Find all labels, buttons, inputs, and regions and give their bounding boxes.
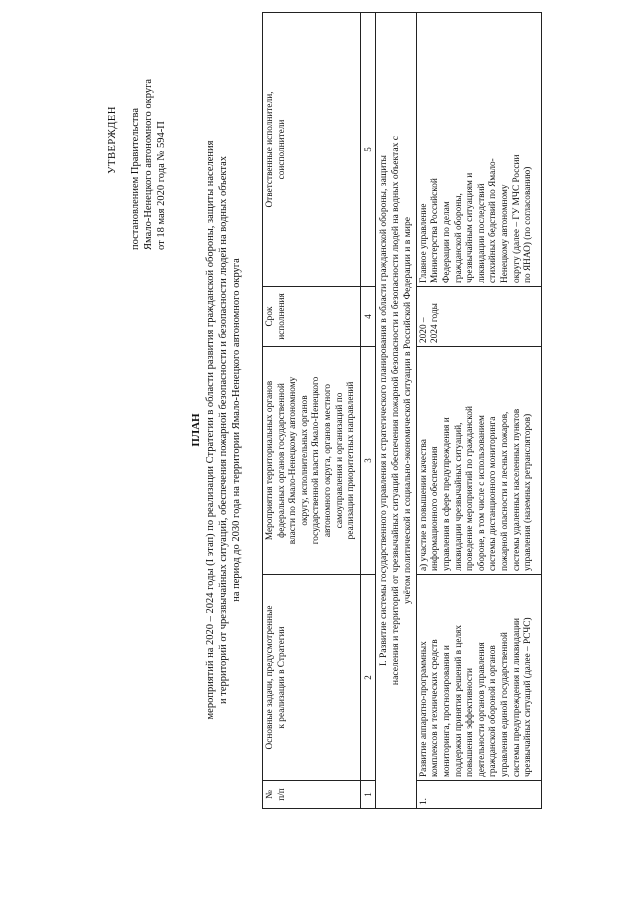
row-measure: а) участие в повышении качества информационного обеспечения управления в сфере предупреждения и ликвидации чрезвычайных ситуаций, проведение мероприятий по гражданской обороне, в том числе с использованием системы дистанционного мониторинга пожарной опасности и лесных пожаров, системы удаленных населенных пунктов управления (наземных ретрансляторов) xyxy=(418,406,534,571)
table-row xyxy=(416,13,541,809)
plan-table xyxy=(262,12,542,809)
column-number: 3 xyxy=(360,347,375,575)
row-number: 1. xyxy=(416,781,541,809)
column-number: 5 xyxy=(360,13,375,287)
column-number: 1 xyxy=(360,781,375,809)
row-task: Развитие аппаратно-программных комплексов и технических средств мониторинга, прогнозирования и поддержки принятия решений в целях повышения эффективности деятельности органов управления гражданской обороной и органов управления единой государственной системы предупреждения и ликвидации чрезвычайных ситуаций (далее – РСЧС) xyxy=(418,617,534,777)
row-deadline: 2020 – 2024 годы xyxy=(416,287,541,347)
column-number: 4 xyxy=(360,287,375,347)
plan-heading: ПЛАН xyxy=(190,413,202,447)
approval-stamp xyxy=(106,30,168,250)
row-executors-cell xyxy=(416,13,541,287)
plan-title xyxy=(190,45,243,815)
plan-title-line-3: на период до 2030 года на территории Ямало-Ненецкого автономного округа xyxy=(231,258,242,602)
approval-line-3: от 18 мая 2020 года № 594-П xyxy=(156,121,167,250)
approval-line-1: постановлением Правительства xyxy=(130,107,141,250)
section-title: I. Развитие системы государственного управления и стратегического планирования в области гражданской обороны, защиты населения и территорий от чрезвычайных ситуаций обеспечения пожарной безопасности и безопасности людей на водных объектах с учётом политической и социально-экономической ситуации в Российской Федерации и в мире xyxy=(375,13,416,809)
column-number-row xyxy=(360,13,375,809)
approval-heading: УТВЕРЖДЕН xyxy=(107,106,118,174)
column-number: 2 xyxy=(360,575,375,781)
header-number: № п/п xyxy=(263,781,361,809)
plan-title-line-2: и территорий от чрезвычайных ситуаций, обеспечения пожарной безопасности и безопасности людей на водных объектах xyxy=(218,156,229,704)
header-measures: Мероприятия территориальных органов федеральных органов государственной власти по Ямало-Ненецкому автономному округу, исполнительных органов государственной власти Ямало-Ненецкого автономного округа, органов местного самоуправления и организаций по реализации приоритетных направлений xyxy=(263,347,361,575)
header-deadline: Срок исполнения xyxy=(263,287,361,347)
row-executors: Главное управление Министерства Российской Федерации по делам гражданской обороны, чрезвычайным ситуациям и ликвидации последствий стихийных бедствий по Ямало- Ненецкому автономному округу (далее – ГУ МЧС России по ЯНАО) (по согласованию) xyxy=(418,154,534,283)
plan-title-line-1: мероприятий на 2020 – 2024 годы (I этап) по реализации Стратегии в области развития гражданской обороны, защиты населения xyxy=(205,140,216,720)
header-executors: Ответственные исполнители, соисполнители xyxy=(263,13,361,287)
section-row xyxy=(375,13,416,809)
header-task: Основные задачи, предусмотренные к реализации в Стратегии xyxy=(263,575,361,781)
row-task-cell xyxy=(416,575,541,781)
row-measure-cell xyxy=(416,347,541,575)
table-header-row xyxy=(263,13,361,809)
approval-line-2: Ямало-Ненецкого автономного округа xyxy=(143,78,154,250)
